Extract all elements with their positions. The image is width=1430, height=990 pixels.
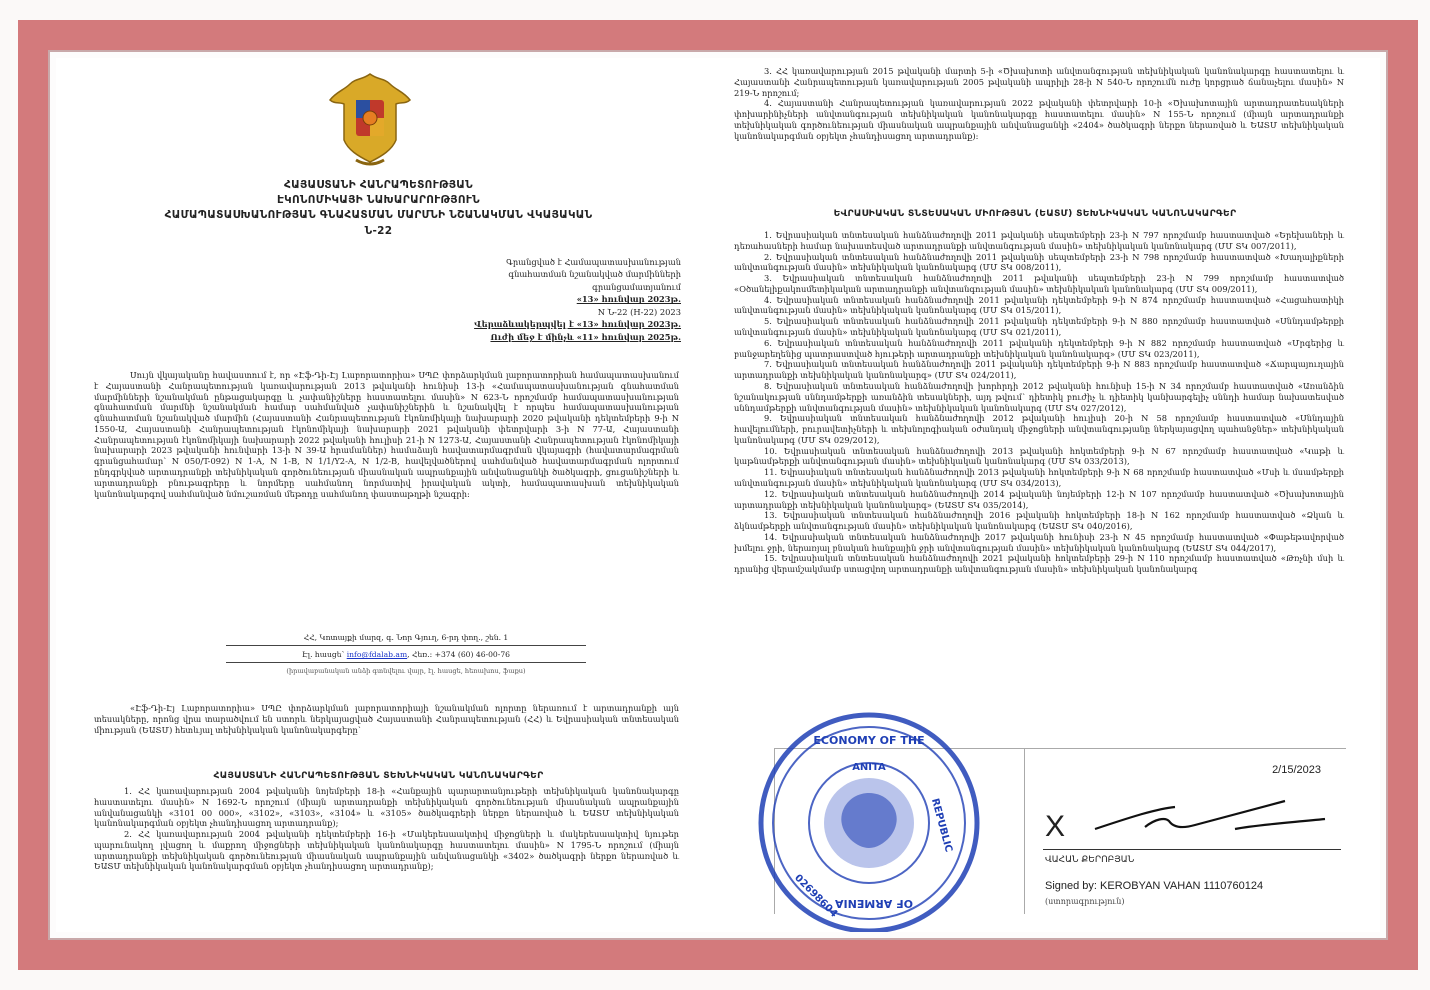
address-block	[226, 633, 586, 675]
list-item: 7. Եվրասիական տնտեսական հանձնաժողովի 2011 թվականի դեկտեմբերի 9-ի N 883 որոշմամբ հաստատված «Ճարպայուղային արտադրանքի տեխնիկական կանոնակարգ» (ՄՄ ՏԿ 024/2011),	[734, 359, 1344, 381]
registration-line: Գրանցված է Համապատասխանության	[506, 257, 681, 267]
coat-of-arms-icon	[326, 70, 414, 170]
signature-note: (ստորագրություն)	[1045, 897, 1125, 906]
email-link[interactable]: info@fdalab.am	[346, 649, 408, 659]
stamp-text: 02698604	[792, 872, 840, 920]
list-item: 14. Եվրասիական տնտեսական հանձնաժողովի 2017 թվականի հունիսի 23-ի N 45 որոշմամբ հաստատված «Փաթեթավորված խմելու ջրի, ներառյալ բնական հանքային ջրի անվտանգության մասին» տեխնիկական կանոնակարգ (ԵԱՏՄ ՏԿ 044/2017),	[734, 531, 1344, 553]
valid-until: Ուժի մեջ է մինչև «11» հունվար 2025թ.	[490, 331, 681, 342]
list-item: 3. Եվրասիական տնտեսական հանձնաժողովի 2011 թվականի սեպտեմբերի 23-ի N 799 որոշմամբ հաստատված «Օծանելիքակոսմետիկական արտադրանքի անվտանգության մասին» տեխնիկական կանոնակարգ (ՄՄ ՏԿ 009/2011),	[734, 273, 1344, 294]
scope-paragraph: «Էֆ-Դի-Էյ Լաբորատորիա» ՍՊԸ փորձարկման լաբորատորիայի նշանակման ոլորտը ներառում է արտադրանքի այն տեսակները, որոնց վրա տարածվում են ստորև ներկայացված Հայաստանի Հանրապետության (ՀՀ) և Եվրասիական տնտեսական միության (ԵԱՏՄ) հետևյալ տեխնիկական կանոնակարգերը՝	[94, 703, 679, 735]
list-item: 3. ՀՀ կառավարության 2015 թվականի մարտի 5-ի «Ծխախոտի անվտանգության տեխնիկական կանոնակարգը հաստատելու և Հայաստանի Հանրապետության կառավարության 2005 թվականի ապրիլի 28-ի N 540-Ն որոշումն ուժը կորցրած ճանաչելու մասին» N 219-Ն որոշում;	[734, 66, 1344, 98]
certificate-page	[56, 58, 1380, 932]
contact-line	[226, 650, 586, 663]
signature-date: 2/15/2023	[1272, 764, 1321, 776]
email-label: Էլ. հասցե՝	[302, 649, 345, 659]
address-note: (իրավաբանական անձի գտնվելու վայր, էլ. հասցե, հեռախոս, ֆաքս)	[286, 666, 526, 675]
signer-name: ՎԱՀԱՆ ՔԵՐՈԲՅԱՆ	[1045, 855, 1135, 865]
list-item: 4. Եվրասիական տնտեսական հանձնաժողովի 2011 թվականի դեկտեմբերի 9-ի N 874 որոշմամբ հաստատված «Հացահատիկի անվտանգության մասին» տեխնիկական կանոնակարգ (ՄՄ ՏԿ 015/2011),	[734, 294, 1344, 316]
eaeu-heading: ԵՎՐԱՍԻԱԿԱՆ ՏՆՏԵՍԱԿԱՆ ՄԻՈՒԹՅԱՆ (ԵԱՏՄ) ՏԵԽՆԻԿԱԿԱՆ ԿԱՆՈՆԱԿԱՐԳԵՐ	[833, 208, 1237, 219]
list-item: 5. Եվրասիական տնտեսական հանձնաժողովի 2011 թվականի դեկտեմբերի 9-ի N 880 որոշմամբ հաստատված «Սննդամթերքի անվտանգության մասին» տեխնիկական կանոնակարգ (ՄՄ ՏԿ 021/2011),	[734, 316, 1344, 338]
phone: , Հեռ.: +374 (60) 46-00-76	[407, 649, 510, 659]
registration-line: գրանցամատյանում	[592, 281, 681, 292]
list-item: 1. ՀՀ կառավարության 2004 թվականի նոյեմբերի 18-ի «Հանքային պարարտանյութերի տեխնիկական կանոնակարգը հաստատելու մասին» N 1692-Ն որոշում (միայն արտադրանքի տեխնիկական գործունեության միասնական ապրանքային անվանացանկի «3101 00 000», «3102», «3103», «3104» և «3105» ծածկագրերի ներքո ներառված և ԵԱՏՄ տեխնիկական կանոնակարգման օբյեկտ չհանդիսացող արտադրանք);	[94, 786, 679, 829]
list-item: 12. Եվրասիական տնտեսական հանձնաժողովի 2014 թվականի նոյեմբերի 12-ի N 107 որոշմամբ հաստատված «Ծխախոտային արտադրանքի տեխնիկական կանոնակարգ» (ԵԱՏՄ ՏԿ 035/2014),	[734, 488, 1344, 510]
handwritten-signature-icon	[1085, 789, 1335, 849]
list-item: 13. Եվրասիական տնտեսական հանձնաժողովի 2016 թվականի հոկտեմբերի 18-ի N 162 որոշմամբ հաստատված «Ձկան և ձկնամթերքի անվտանգության մասին» տեխնիկական կանոնակարգ (ԵԱՏՄ ՏԿ 040/2016),	[734, 510, 1344, 532]
rt-list-continued	[734, 66, 1344, 141]
registration-date: «13» հունվար 2023թ.	[576, 294, 681, 305]
reissue-date: Վերաձևակերպվել է «13» հունվար 2023թ.	[474, 319, 681, 330]
stamp-text: ANITA	[852, 762, 886, 773]
list-item: 9. Եվրասիական տնտեսական հանձնաժողովի 2012 թվականի հուլիսի 20-ի N 58 որոշմամբ հաստատված «Սննդային հավելումների, բուրավետիչների և տեխնոլոգիական օժանդակ միջոցների անվտանգությանը ներկայացվող պահանջներ» տեխնիկական կանոնակարգ (ՄՄ ՏԿ 029/2012),	[734, 413, 1344, 445]
certificate-frame	[18, 20, 1418, 970]
digital-signature-box	[1024, 748, 1346, 914]
official-stamp-icon	[754, 708, 984, 932]
address-line: ՀՀ, Կոտայքի մարզ, գ. Նոր Գյուղ, 6-րդ փող., շեն. 1	[226, 633, 586, 646]
heading-line: ՀԱՅԱՍՏԱՆԻ ՀԱՆՐԱՊԵՏՈՒԹՅԱՆ	[284, 179, 473, 191]
stamp-text: ECONOMY OF THE	[813, 734, 925, 747]
stamp-text: OF ARMENIA	[835, 897, 913, 910]
certificate-number: Ն-22	[364, 224, 393, 237]
list-item: 11. Եվրասիական տնտեսական հանձնաժողովի 2013 թվականի հոկտեմբերի 9-ի N 68 որոշմամբ հաստատված «Մսի և մսամթերքի անվտանգության մասին» տեխնիկական կանոնակարգ (ՄՄ ՏԿ 034/2013),	[734, 467, 1344, 488]
signature-x: X	[1045, 810, 1066, 843]
list-item: 2. Եվրասիական տնտեսական հանձնաժողովի 2011 թվականի սեպտեմբերի 23-ի N 798 որոշմամբ հաստատված «Խաղալիքների անվտանգության մասին» տեխնիկական կանոնակարգ (ՄՄ ՏԿ 008/2011),	[734, 251, 1344, 273]
certificate-heading	[76, 178, 681, 239]
list-item: 8. Եվրասիական տնտեսական հանձնաժողովի խորհրդի 2012 թվականի հունիսի 15-ի N 34 որոշմամբ հաստատված «Առանձին նշանակության սննդամթերքի առանձին տեսակների, այդ թվում՝ դիետիկ բուժիչ և դիետիկ կանխարգելիչ սննդի համար նախատեսված սննդամթերքի անվտանգության մասին» տեխնիկական կանոնակարգ (ՄՄ ՏԿ 027/2012),	[734, 380, 1344, 413]
signature-line	[1043, 849, 1341, 850]
list-item: 15. Եվրասիական տնտեսական հանձնաժողովի 2021 թվականի հոկտեմբերի 29-ի N 110 որոշմամբ հաստատված «Թռչնի մսի և դրանից վերամշակմամբ ստացվող արտադրանքի անվտանգության մասին» տեխնիկական կանոնակարգ	[734, 553, 1344, 575]
rt-list	[94, 786, 679, 872]
registration-line: գնահատման նշանակված մարմինների	[508, 269, 681, 280]
eaeu-list	[734, 230, 1344, 575]
registration-block	[421, 256, 681, 343]
list-item: 2. ՀՀ կառավարության 2004 թվականի դեկտեմբերի 16-ի «Մակերեսաակտիվ միջոցների և մակերեսաակտիվ նյութեր պարունակող լվացող և մաքրող միջոցների տեխնիկական կանոնակարգը հաստատելու մասին» N 1795-Ն որոշում (միայն արտադրանքի տեխնիկական գործունեության միասնական ապրանքային անվանացանկի «3402» ծածկագրի ներքո ներառված և ԵԱՏՄ տեխնիկական կանոնակարգման օբյեկտ չհանդիսացող արտադրանք);	[94, 829, 679, 872]
stamp-text: REPUBLIC	[928, 797, 954, 854]
signed-by: Signed by: KEROBYAN VAHAN 1110760124	[1045, 880, 1264, 892]
left-column	[76, 58, 681, 932]
list-item: 10. Եվրասիական տնտեսական հանձնաժողովի 2013 թվականի հոկտեմբերի 9-ի N 67 որոշմամբ հաստատված «Կաթի և կաթնամթերքի անվտանգության մասին» տեխնիկական կանոնակարգ (ՄՄ ՏԿ 033/2013),	[734, 445, 1344, 467]
list-item: 4. Հայաստանի Հանրապետության կառավարության 2022 թվականի փետրվարի 10-ի «Ծխախոտային արտադրատեսակների փոխարինիչների անվտանգության տեխնիկական կանոնակարգը հաստատելու մասին» N 155-Ն որոշում (միայն արտադրանքի տեխնիկական գործունեության միասնական ապրանքային անվանացանկի «2404» ծածկագրի ներքո ներառված և ԵԱՏՄ տեխնիկական կանոնակարգման օբյեկտ չհանդիսացող արտադրանք):	[734, 98, 1344, 141]
heading-line: ԷԿՈՆՈՄԻԿԱՅԻ ՆԱԽԱՐԱՐՈՒԹՅՈՒՆ	[277, 194, 480, 207]
heading-line: ՀԱՄԱՊԱՏԱՍԽԱՆՈՒԹՅԱՆ ԳՆԱՀԱՏՄԱՆ ՄԱՐՄՆԻ ՆՇԱՆԱԿՄԱՆ ՎԿԱՅԱԿԱՆ	[164, 209, 593, 222]
list-item: 6. Եվրասիական տնտեսական հանձնաժողովի 2011 թվականի դեկտեմբերի 9-ի N 882 որոշմամբ հաստատված «Մրգերից և բանջարեղենից պատրաստված հյութերի արտադրանքի տեխնիկական կանոնակարգ» (ՄՄ ՏԿ 023/2011),	[734, 337, 1344, 359]
right-column	[724, 58, 1346, 932]
rt-heading: ՀԱՅԱՍՏԱՆԻ ՀԱՆՐԱՊԵՏՈՒԹՅԱՆ ՏԵԽՆԻԿԱԿԱՆ ԿԱՆՈՆԱԿԱՐԳԵՐ	[213, 770, 544, 781]
registration-number: N Ն-22 (H-22) 2023	[597, 306, 681, 317]
main-paragraph: Սույն վկայականը հավաստում է, որ «Էֆ-Դի-Էյ Լաբորատորիա» ՍՊԸ փորձարկման լաբորատորիան համապատասխանում է Հայաստանի Հանրապետության կառավարության 2013 թվականի հունիսի 13-ի «Համապատասխանության գնահատման մարմինների նշանակման ընթացակարգը և չափանիշները հաստատելու մասին» N 623-Ն որոշմամբ համապատասխանության գնահատման մարմնի նշանակման համար սահմանված չափանիշներին և նշանակվել է որպես համապատասխանության գնահատման նշանակված մարմին (Հայաստանի Հանրապետության էկոնոմիկայի նախարարի 2020 թվականի դեկտեմբերի 9-ի N 1550-Ա, Հայաստանի Հանրապետության էկոնոմիկայի նախարարի 2021 թվականի փետրվարի 3-ի N 77-Ա, Հայաստանի Հանրապետության էկոնոմիկայի նախարարի 2022 թվականի հուլիսի 21-ի N 1273-Ա, Հայաստանի Հանրապետության էկոնոմիկայի նախարարի 2023 թվականի հունվարի 13-ի N 39-Ա հրամաններ) համաձայն հավատարմագրման վկայագրի (հավատարմագրման գրանցահամար՝ N 050/T-092) N 1-A, N 1-B, N 1/1/Y2-A, N 1/2-B, հավելվածներով սահմանված հավատարմագրման ոլորտում ընդգրկված արտադրանքի տեխնիկական գործունեության միասնական ապրանքային անվանացանկի ծածկագրի, ցուցանիշների և արտադրանքի բնութագրերը և նորմերը սահմանող նորմատիվ իրավական ակտի, համապատասխան տեխնիկական կանոնակարգով սահմանված նմուշառման մեթոդը սահմանող փաստաթղթի նշագրի:	[94, 370, 679, 499]
list-item: 1. Եվրասիական տնտեսական հանձնաժողովի 2011 թվականի սեպտեմբերի 23-ի N 797 որոշմամբ հաստատված «Երեխաների և դեռահասների համար նախատեսված արտադրանքի անվտանգության մասին» տեխնիկական կանոնակարգ (ՄՄ ՏԿ 007/2011),	[734, 230, 1344, 251]
